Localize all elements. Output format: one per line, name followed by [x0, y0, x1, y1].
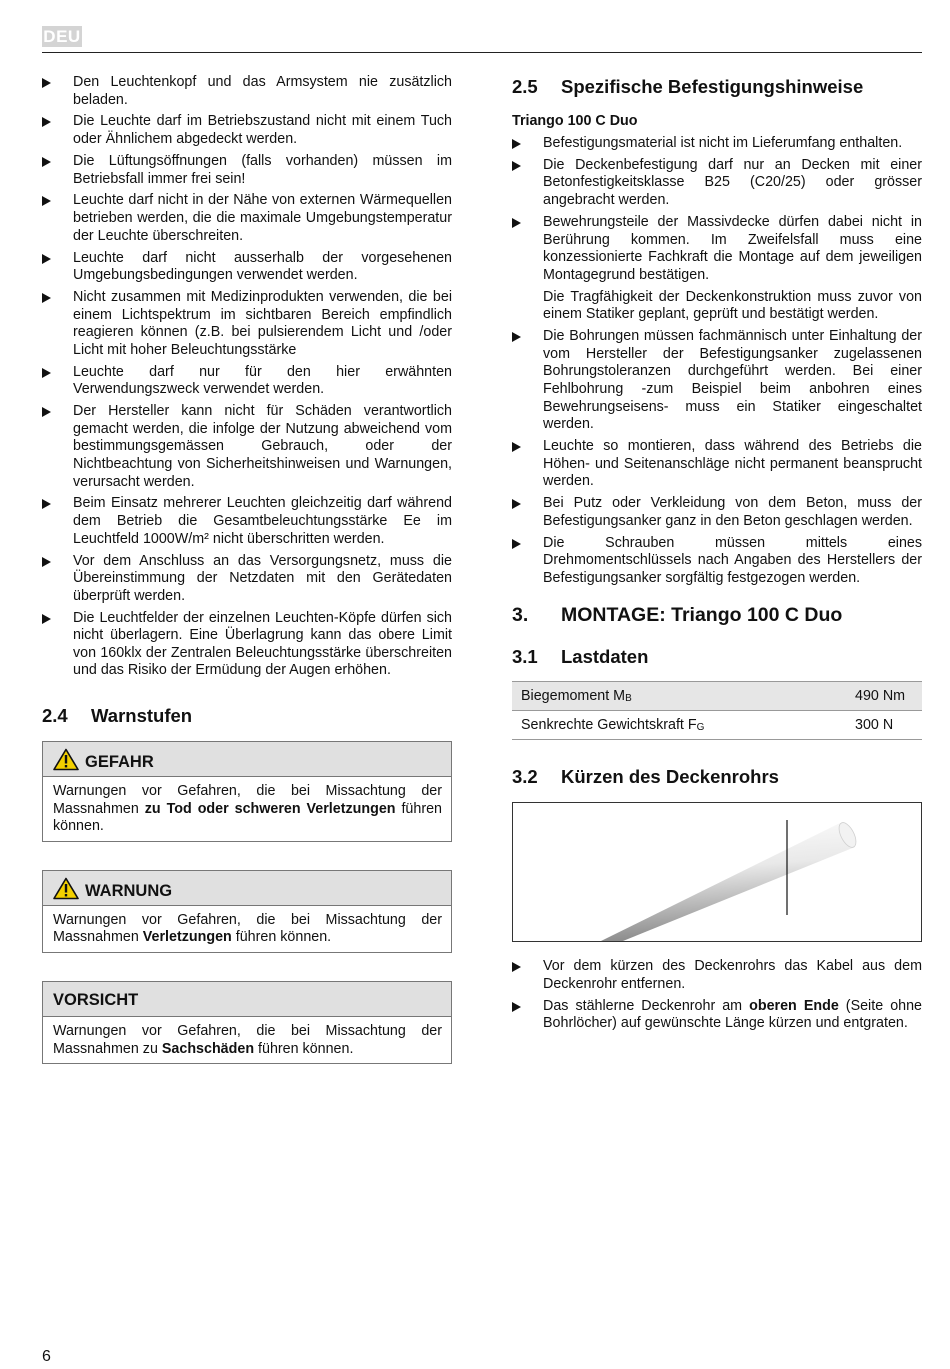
bullet-arrow-icon — [42, 499, 51, 509]
list-item: Beim Einsatz mehrerer Leuchten gleichzeitig darf während dem Betrieb die Gesamtbeleuchtungsstärke Ee im Leuchtfeld 1000W/m² nicht überschritten werden. — [42, 495, 452, 548]
bullet-arrow-icon — [512, 1002, 521, 1012]
left-column — [42, 74, 452, 1092]
list-item: Die Lüftungsöffnungen (falls vorhanden) müssen im Betriebsfall immer frei sein! — [42, 153, 452, 188]
bullet-arrow-icon — [42, 157, 51, 167]
bullet-arrow-icon — [42, 368, 51, 378]
bullet-arrow-icon — [512, 139, 521, 149]
section-heading-warnstufen: 2.4 Warnstufen — [42, 704, 193, 726]
list-item: Den Leuchtenkopf und das Armsystem nie zusätzlich beladen. — [42, 74, 452, 109]
load-data-table — [512, 681, 922, 740]
page-number: 6 — [42, 1348, 51, 1365]
ceiling-pipe-illustration — [513, 803, 921, 941]
statics-paragraph: Die Tragfähigkeit der Deckenkonstruktion muss zuvor von einem Statiker geplant, geprüft und bestätigt werden. — [543, 288, 922, 323]
section-heading-befestigung: 2.5 Spezifische Befestigungshinweise — [512, 76, 864, 97]
bullet-arrow-icon — [512, 499, 521, 509]
product-subtitle: Triango 100 C Duo — [512, 113, 638, 129]
bullet-arrow-icon — [42, 614, 51, 624]
list-item: Leuchte darf nicht in der Nähe von externen Wärmequellen betrieben werden, die die maximale Umgebungstemperatur der Leuchte überschreiten. — [42, 192, 452, 245]
danger-box-header: GEFAHR — [43, 742, 451, 777]
cutting-bullet-list — [512, 958, 922, 1033]
language-tag: DEU — [43, 27, 81, 46]
mounting-bullet-list — [512, 135, 922, 284]
warning-box-text: Warnungen vor Gefahren, die bei Missachtung der Massnahmen Verletzungen führen können. — [53, 911, 442, 946]
list-item: Die Bohrungen müssen fachmännisch unter Einhaltung der vom Hersteller der Befestigungsanker zugelassenen Bohrungstoleranzen durchgeführt werden. Bei einer Fehlbohrung -zum Beispiel beim anbohren eines Bewehrungseisens- muss ein Statiker eingeschaltet werden. — [512, 328, 922, 434]
list-item: Befestigungsmaterial ist nicht im Lieferumfang enthalten. — [512, 135, 922, 153]
bullet-arrow-icon — [512, 442, 521, 452]
list-item: Bewehrungsteile der Massivdecke dürfen dabei nicht in Berührung kommen. Im Zweifelsfall muss eine konzessionierte Fachkraft die Montage auf dem jeweiligen Montagegrund bestätigen. — [512, 214, 922, 284]
list-item: Vor dem Anschluss an das Versorgungsnetz, muss die Übereinstimmung der Netzdaten mit den Gerätedaten überprüft werden. — [42, 553, 452, 606]
caution-box-text: Warnungen vor Gefahren, die bei Missachtung der Massnahmen zu Sachschäden führen können. — [53, 1022, 442, 1057]
table-row — [512, 711, 922, 740]
list-item: Die Deckenbefestigung darf nur an Decken mit einer Betonfestigkeitsklasse B25 (C20/25) oder grösser angebracht werden. — [512, 157, 922, 210]
bullet-arrow-icon — [512, 218, 521, 228]
header-rule — [42, 52, 922, 53]
safety-bullet-list — [42, 74, 452, 680]
bullet-arrow-icon — [42, 196, 51, 206]
bullet-arrow-icon — [42, 254, 51, 264]
table-cell-label: Biegemoment $M_B$ — [512, 682, 855, 711]
drilling-bullet-list — [512, 328, 922, 587]
warning-triangle-icon — [53, 877, 79, 900]
list-item: Vor dem kürzen des Deckenrohrs das Kabel aus dem Deckenrohr entfernen. — [512, 958, 922, 993]
list-item: Der Hersteller kann nicht für Schäden verantwortlich gemacht werden, die infolge der Nutzung abweichend vom bestimmungsgemässen Gebrauch, oder der Nichtbeachtung von Sicherheitshinweisen und Warnungen, verursacht werden. — [42, 403, 452, 491]
list-item: Die Leuchtfelder der einzelnen Leuchten-Köpfe dürfen sich nicht überlagern. Eine Überlagrung kann das obere Limit von 160klx der Zentralen Beleuchtungsstärke überschreiten und das Risiko der Ermüdung der Augen erhöhen. — [42, 610, 452, 680]
bullet-arrow-icon — [42, 293, 51, 303]
table-row — [512, 682, 922, 711]
list-item: Leuchte darf nur für den hier erwähnten Verwendungszweck verwendet werden. — [42, 364, 452, 399]
caution-box — [42, 981, 452, 1064]
section-heading-lastdaten: 3.1 Lastdaten — [512, 646, 649, 668]
danger-box-text: Warnungen vor Gefahren, die bei Missachtung der Massnahmen zu Tod oder schweren Verletzungen führen können. — [53, 782, 443, 835]
warning-triangle-icon — [53, 748, 79, 771]
bullet-arrow-icon — [42, 407, 51, 417]
pipe-cut-figure — [512, 802, 922, 942]
bullet-arrow-icon — [42, 78, 51, 88]
danger-box — [42, 741, 452, 842]
table-cell-value: 300 N — [855, 711, 922, 740]
warning-box-header: WARNUNG — [43, 871, 451, 906]
bullet-arrow-icon — [512, 962, 521, 972]
warning-box — [42, 870, 452, 953]
bullet-arrow-icon — [512, 539, 521, 549]
list-item: Die Leuchte darf im Betriebszustand nicht mit einem Tuch oder Ähnlichem abgedeckt werden. — [42, 113, 452, 148]
bullet-arrow-icon — [512, 161, 521, 171]
list-item: Leuchte so montieren, dass während des Betriebs die Höhen- und Seitenanschläge nicht permanent beansprucht werden. — [512, 438, 922, 491]
caution-box-header: VORSICHT — [43, 982, 451, 1017]
section-heading-kuerzen: 3.2 Kürzen des Deckenrohrs — [512, 766, 779, 788]
bullet-arrow-icon — [512, 332, 521, 342]
list-item: Bei Putz oder Verkleidung von dem Beton, muss der Befestigungsanker ganz in den Beton geschlagen werden. — [512, 495, 922, 530]
chapter-heading-montage: 3. MONTAGE: Triango 100 C Duo — [512, 604, 843, 627]
list-item: Die Schrauben müssen mittels eines Drehmomentschlüssels nach Angaben des Herstellers der Befestigungsanker sorgfältig festgezogen werden. — [512, 535, 922, 588]
list-item: Nicht zusammen mit Medizinprodukten verwenden, die bei einem Lichtspektrum im sichtbaren Bereich empfindlich reagieren können (z.B. bei pulsierendem Licht und /oder Licht mit hoher Beleuchtungsstärke — [42, 289, 452, 359]
bullet-arrow-icon — [42, 557, 51, 567]
table-cell-value: 490 Nm — [855, 682, 922, 711]
bullet-arrow-icon — [42, 117, 51, 127]
list-item: Leuchte darf nicht ausserhalb der vorgesehenen Umgebungsbedingungen verwendet werden. — [42, 250, 452, 285]
list-item: Das stählerne Deckenrohr am oberen Ende (Seite ohne Bohrlöcher) auf gewünschte Länge kürzen und entgraten. — [512, 998, 922, 1033]
table-cell-label: Senkrechte Gewichtskraft $F_G$ — [512, 711, 855, 740]
right-column — [512, 74, 922, 1037]
